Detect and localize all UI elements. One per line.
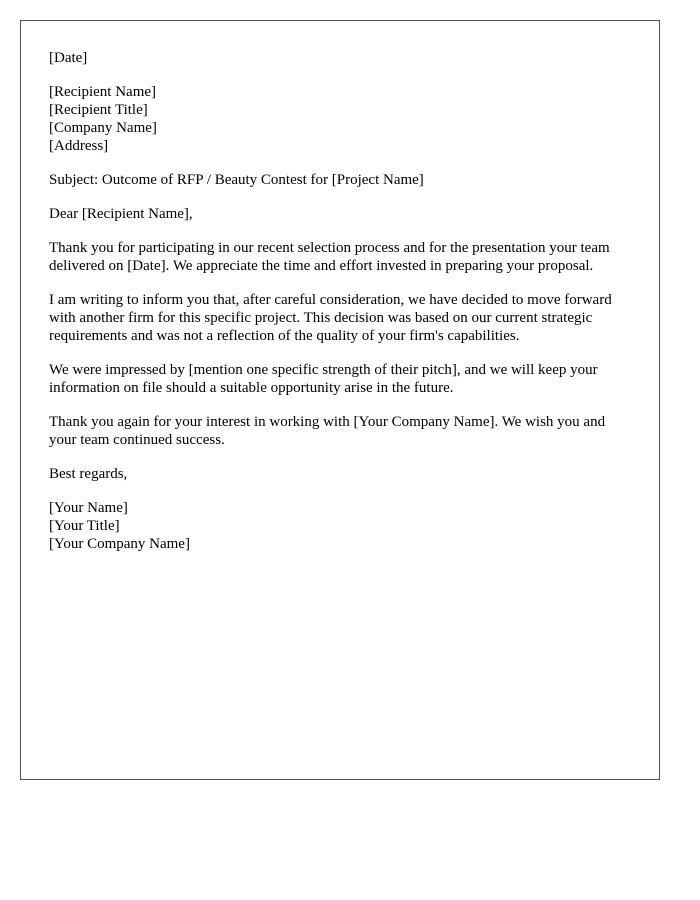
date-text: [Date] — [49, 50, 88, 66]
sender-title: [Your Title] — [49, 518, 120, 534]
recipient-title: [Recipient Title] — [49, 102, 148, 118]
recipient-block — [49, 83, 631, 155]
body-paragraph: Thank you again for your interest in working with [Your Company Name]. We wish you and your team continued success. — [49, 414, 606, 448]
subject-line: Subject: Outcome of RFP / Beauty Contest for [Project Name] — [49, 172, 424, 188]
sender-company: [Your Company Name] — [49, 536, 190, 552]
recipient-address: [Address] — [49, 138, 109, 154]
sender-block — [49, 499, 631, 553]
body-paragraph: Thank you for participating in our recent selection process and for the presentation your team delivered on [Date]. We appreciate the time and effort invested in preparing your proposal. — [49, 240, 610, 274]
letter-page — [20, 20, 660, 780]
letter-date — [49, 49, 631, 67]
recipient-company: [Company Name] — [49, 120, 157, 136]
recipient-name: [Recipient Name] — [49, 84, 157, 100]
body-paragraph: We were impressed by [mention one specific strength of their pitch], and we will keep your information on file should a suitable opportunity arise in the future. — [49, 362, 598, 396]
body-paragraph: I am writing to inform you that, after careful consideration, we have decided to move forward with another firm for this specific project. This decision was based on our current strategic requirements and was not a reflection of the quality of your firm's capabilities. — [49, 292, 612, 344]
sender-name: [Your Name] — [49, 500, 128, 516]
closing: Best regards, — [49, 466, 128, 482]
salutation: Dear [Recipient Name], — [49, 206, 193, 222]
